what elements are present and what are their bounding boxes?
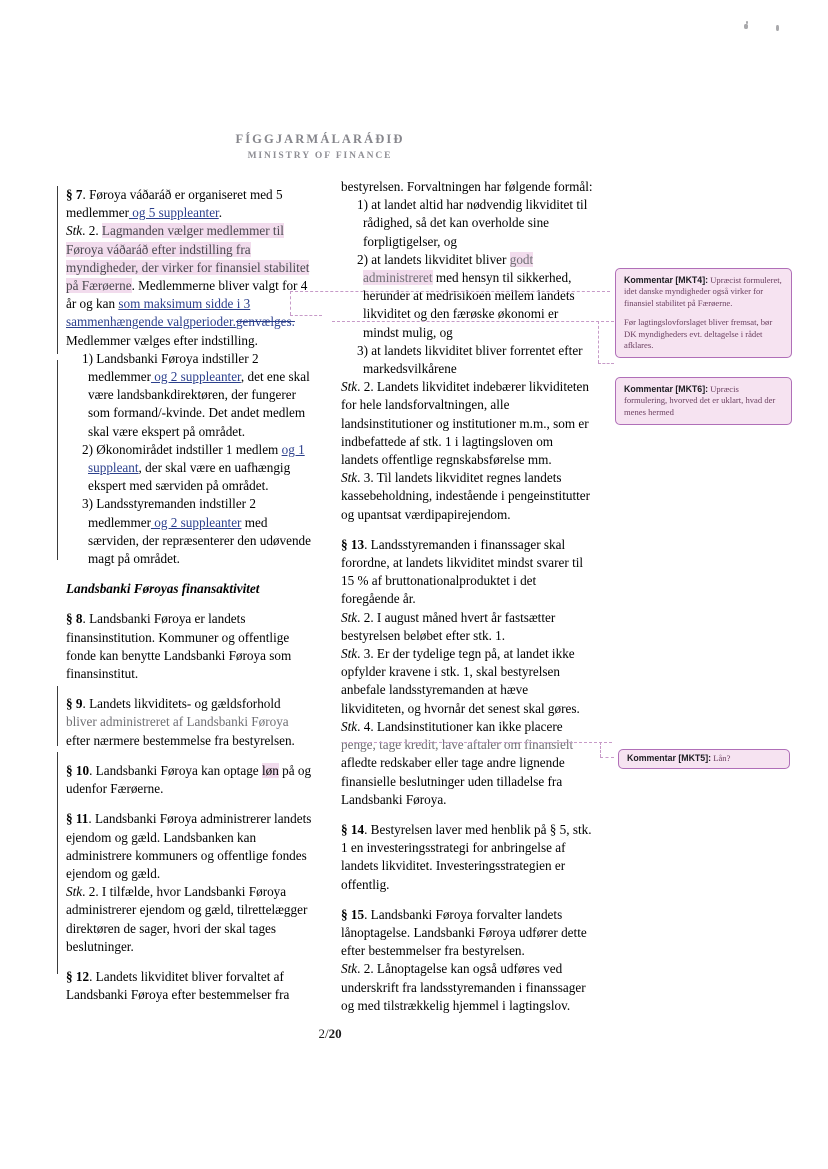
list-item-1-rest: , det ene skal være landsbankdirektøren, der fungerer som formand/-kvinde. Det andet medlem skal være ekspert på området. [88,369,310,439]
comment-leader-line [290,291,291,315]
stk-label: Stk [341,470,358,486]
highlighted-text: Lagmanden vælger medlemmer til Føroya váðaráð efter indstilling fra myndigheder, der virker for finansiel stabilitet på Færøerne [66,223,310,294]
section-10-text: . Landsbanki Føroya kan optage [89,762,262,778]
subsection-heading: Landsbanki Føroyas finansaktivitet [66,581,260,597]
stk-3-text: . 3. Til landets likviditet regnes landets kassebeholdning, indestående i pengeinstitutter og upantsat værdipapirejendom. [341,470,591,522]
comment-leader-line [344,742,612,743]
tracked-insertion: som maksimum sidde i 3 sammenhængende valgperioder. [66,296,251,330]
tracked-deletion: genvælges. [235,314,295,330]
section-8-text: . Landsbanki Føroya er landets finansinstitution. Kommuner og offentlige fonde kan benytte Landsbanki Føroya som finansinstitut. [66,611,292,682]
paragraph-continued: bestyrelsen. Forvaltningen har følgende formål: [341,179,593,194]
comment-leader-line [600,742,601,757]
folio-separator: / [324,1026,329,1041]
list-item-3-rest: med særviden, der repræsenterer den udøvende magt på området. [88,514,312,567]
section-10-rest: på og udenfor Færøerne. [66,762,312,797]
section-14-text: . Bestyrelsen laver med henblik på § 5, stk. 1 en investeringsstrategi for anbringelse af landets likviditet. Investeringsstrategien er offentlig. [341,821,592,892]
change-bar [57,686,58,746]
scan-speckle [776,25,779,31]
comment-mkt4-body: Upræcist formuleret, idet danske myndigheder også virker for finansiel stabilitet på Færøerne. [624,275,782,308]
change-bar [57,360,58,560]
left-text-column [66,186,314,1004]
stk-label: Stk [66,884,83,900]
stk-2-text: . Medlemmerne bliver valgt for 4 år og kan [66,278,308,312]
comment-mkt5-first-paragraph [627,753,782,764]
section-number: § 8 [66,611,83,627]
stk-2-text: . 2. Lånoptagelse kan også udføres ved underskrift fra landsstyremanden i finanssager og med tilstrækkelig hjemmel i lagtingslov. [341,961,586,1013]
folio-total: 20 [328,1026,342,1041]
spacer [341,809,593,821]
comment-leader-line [332,321,614,322]
stk-label: Stk [341,961,358,977]
paragraph-section-12 [66,968,314,1004]
stk-2-tail: Medlemmer vælges efter indstilling. [66,332,258,348]
paragraph-section-8 [66,610,314,683]
tracked-insertion: og 2 suppleanter [150,514,242,530]
comment-leader-line [290,315,322,316]
paragraph-section-15-stk-2 [341,960,593,1015]
section-number: § 14 [341,821,365,837]
comment-balloon-mkt5[interactable] [618,749,790,769]
highlighted-text: godt administreret [363,251,534,286]
section-9-text: . Landets likviditets- og gældsforhold [82,696,281,712]
comment-mkt5-body: Lån? [711,753,731,763]
paragraph-section-13-stk-3 [341,645,593,718]
comment-leader-line [290,291,610,292]
page-folio [0,1026,660,1042]
purpose-item-1: 1) at landet altid har nødvendig likviditet til rådighed, så det kan overholde sine forpligtigelser, og [357,197,588,249]
comment-mkt4-first-paragraph [624,275,784,309]
paragraph-stk-3 [341,469,593,524]
paragraph-section-9 [66,695,314,750]
stk-label: Stk [341,718,358,734]
section-number: § 11 [66,811,89,827]
paragraph-section-10 [66,762,314,798]
section-15-text: . Landsbanki Føroya forvalter landets lånoptagelse. Landsbanki Føroya udfører dette efter bestemmelser fra bestyrelsen. [341,906,587,959]
tracked-insertion: og 5 suppleanter [128,205,219,221]
section-number: § 15 [341,906,365,922]
stk-number: . 2. [82,223,102,239]
comment-author-label: Kommentar [MKT5]: [627,753,712,763]
paragraph-section-15 [341,906,593,961]
spacer [66,683,314,695]
letterhead [0,132,640,161]
spacer [341,524,593,536]
comment-balloon-mkt6[interactable] [615,377,792,425]
stk-label: Stk [66,223,83,239]
list-item-1 [66,350,314,441]
paragraph-section-13-stk-4 [341,718,593,809]
spacer [341,894,593,906]
section-11-text: . Landsbanki Føroya administrerer landets ejendom og gæld. Landsbanken kan administrere kommuners og offentlige fondes ejendom og gæld. [66,811,312,881]
paragraph-section-13 [341,536,593,609]
change-bar [57,186,58,354]
purpose-item-2-rest: med hensyn til sikkerhed, herunder at medrisikoen mellem landets likviditet og den færøske økonomi er mindst mulig, og [363,270,575,340]
spacer [66,750,314,762]
spacer [66,798,314,810]
purpose-item-3: 3) at landets likviditet bliver forrentet efter markedsvilkårene [357,342,583,377]
section-9-rest: efter nærmere bestemmelse fra bestyrelsen. [66,732,295,748]
stk-label: Stk [341,379,358,395]
paragraph-section-14 [341,821,593,894]
list-item-2-rest: , der skal være en uafhængig ekspert med særviden på området. [88,460,291,494]
letterhead-org: FÍGGJARMÁLARÁÐIÐ [235,132,405,146]
stk-2-text: . 2. I august måned hvert år fastsætter bestyrelsen beløbet efter stk. 1. [341,609,556,643]
stk-2-text: . 2. Landets likviditet indebærer likviditeten for hele landsforvaltningen, alle landsinstitutioner og institutioner m.m., som er indbefattede af stk. 1 i lagtingsloven om landets offentlige regnskabsførelse mm. [341,379,589,468]
stk-label: Stk [341,609,358,625]
section-number: § 7 [66,187,83,202]
change-bar [57,752,58,974]
section-number: § 13 [341,536,365,552]
comment-mkt6-body: Upræcis formulering, hvorved det er uklart, hvad der menes hermed [624,384,776,417]
stk-3-text: . 3. Er der tydelige tegn på, at landet ikke opfylder kravene i stk. 1, skal bestyrelsen anbefale landsstyremanden at hæve likviditeten, og hvornår det senest skal gøres. [341,646,580,716]
comment-leader-line [598,363,614,364]
comment-leader-line [600,757,614,758]
list-item-2 [66,441,314,496]
paragraph-section-11 [66,810,314,883]
stk-2-text: . 2. I tilfælde, hvor Landsbanki Føroya administrerer ejendom og gæld, tilrettelægger direktøren de sager, hvori der skal tages beslutninger. [66,884,308,954]
comment-author-label: Kommentar [MKT4]: [624,275,709,285]
comment-mkt6-first-paragraph [624,384,784,418]
tracked-insertion: og 1 suppleant [88,441,305,476]
stk-4-text: . 4. Landsinstitutioner kan ikke placere [357,718,563,734]
comment-balloon-mkt4[interactable] [615,268,792,358]
list-item-2-text: 2) Økonomirådet indstiller 1 medlem [82,441,282,457]
tracked-insertion: og 2 suppleanter [150,369,241,385]
highlighted-text: løn [261,762,279,778]
paragraph-stk-2 [341,378,593,469]
scan-speckle [744,24,748,29]
spacer [66,956,314,968]
purpose-item-2-text: 2) at landets likviditet bliver [357,251,510,267]
section-number: § 10 [66,762,90,778]
section-number: § 12 [66,968,90,984]
comment-leader-line [598,321,599,363]
stk-label: Stk [341,646,358,662]
paragraph-stk-2 [66,222,314,349]
faded-text: bliver administreret af Landsbanki Føroya [66,714,289,730]
paragraph-section-13-stk-2 [341,609,593,645]
list-item-3-text: 3) Landsstyremanden indstiller 2 medlemmer [82,496,256,530]
scan-speckle [746,21,748,24]
list-item-3 [66,495,314,568]
stk-4-rest: afledte redskaber eller tage andre lignende finansielle beslutninger uden tilladelse fra Landsbanki Føroya. [341,755,565,807]
section-7-period: . [218,205,223,221]
spacer [66,598,314,610]
section-13-text: . Landsstyremanden i finanssager skal forordne, at landets likviditet mindst svarer til 15 % af bruttonationalproduktet i det foregående år. [341,536,584,607]
letterhead-subtitle: MINISTRY OF FINANCE [247,151,393,161]
spacer [66,568,314,580]
folio-current: 2 [318,1026,325,1041]
paragraph-section-11-stk-2 [66,883,314,956]
purpose-item-2 [341,251,593,342]
faded-text: penge, tage kredit, lave aftaler om finansielt [341,737,574,753]
section-7-text: . Føroya váðaráð er organiseret med 5 medlemmer [66,187,283,221]
section-12-text: . Landets likviditet bliver forvaltet af Landsbanki Føroya efter bestemmelser fra [66,968,290,1003]
section-number: § 9 [66,696,83,712]
comment-mkt4-second-paragraph: Før lagtingslovforslaget bliver fremsat, bør DK myndigheders evt. deltagelse i rådet afklares. [624,317,773,351]
list-item-1-text: 1) Landsbanki Føroya indstiller 2 medlemmer [82,350,259,385]
comment-author-label: Kommentar [MKT6]: [624,384,709,394]
paragraph-section-7 [66,186,314,222]
right-text-column [341,178,593,1015]
